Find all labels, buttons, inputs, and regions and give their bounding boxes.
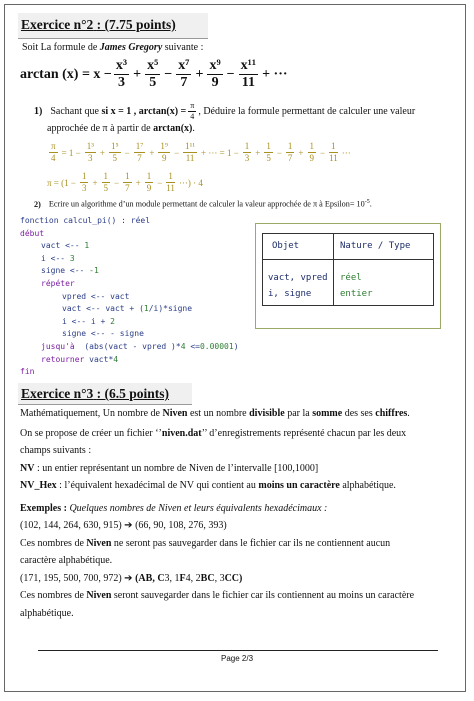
exercise3-paragraph1: Mathématiquement, Un nombre de Niven est un nombre divisible par la somme des ses chiffres. (20, 408, 410, 419)
table-header-objet: Objet (272, 241, 300, 251)
objects-table (255, 223, 441, 329)
gregory-formula: arctan (x) = x − $\frac{\text{x³}}{3}$ + $\frac{\text{x⁵}}{5}$ − $\frac{\text{x⁷}}{7}$ + $\frac{\text{x⁹}}{9}$ − $\frac{\text{x¹¹}}{11}$ + ··· (20, 58, 288, 90)
exercise3-paragraph2-cont: champs suivants : (20, 445, 92, 456)
example1-note: Ces nombres de Niven ne seront pas sauvegarder dans le fichier car ils ne contiennent aucun (20, 538, 391, 549)
arrow-icon: ➔ (124, 520, 133, 531)
operator: − (114, 177, 120, 188)
table-cell-objet: vact, vpred (268, 273, 328, 283)
fraction-term: $\frac{\text{1⁷}}{7}$ (135, 141, 144, 163)
operator: − (164, 66, 173, 82)
operator: + (195, 66, 204, 82)
operator: + (99, 147, 105, 158)
code-line: vact <-- vact + (1/i)*signe (62, 304, 193, 314)
code-line: répéter (41, 278, 75, 288)
field-nv: NV : un entier représentant un nombre de Niven de l’intervalle [100,1000] (20, 463, 319, 474)
operator: − (320, 147, 326, 158)
fraction-term: $\frac{\text{x⁵}}{5}$ (147, 58, 159, 90)
exercise3-title: Exercice n°3 : (6.5 points) (21, 386, 170, 401)
table-cell-type: réel (340, 273, 362, 283)
operator: + ··· = 1 − (201, 147, 239, 158)
operator: − (226, 66, 235, 82)
operator: + (149, 147, 155, 158)
question1-line2: approchée de π à partir de arctan(x). (47, 123, 195, 134)
code-line: fonction calcul_pi() : réel (20, 216, 151, 225)
fraction-term: $\frac{\text{x⁷}}{7}$ (178, 58, 190, 90)
field-nv-hex: NV_Hex : l’équivalent hexadécimal de NV qui contient au moins un caractère alphabétique. (20, 480, 396, 491)
fraction-term: $\frac{\text{x¹¹}}{11}$ (240, 58, 257, 90)
operator: ··· (341, 147, 351, 158)
code-line: début (20, 228, 45, 238)
table-cell-objet: i, signe (268, 289, 312, 299)
fraction-term: $\frac{1}{5}$ (266, 141, 271, 163)
fraction-term: $\frac{\text{1⁵}}{5}$ (110, 141, 119, 163)
pi-product-equation: π = (1 − $\frac{1}{3}$ + $\frac{1}{5}$ − $\frac{1}{7}$ + $\frac{1}{9}$ − $\frac{1}{11}$ ···) · 4 (47, 171, 203, 193)
operator: + (135, 177, 141, 188)
code-line: vact <-- 1 (41, 241, 90, 251)
fraction-term: $\frac{1}{9}$ (146, 171, 152, 193)
fraction-term: $\frac{1}{11}$ (329, 141, 338, 163)
code-line: signe <-- - signe (62, 329, 144, 339)
fraction-term: $\frac{\text{x³}}{3}$ (115, 58, 128, 90)
example1-values: (102, 144, 264, 630, 915) ➔ (66, 90, 108, 276, 393) (20, 520, 227, 531)
table-header-type: Nature / Type (340, 241, 411, 251)
table-cell-type: entier (340, 289, 373, 299)
fraction-term: $\frac{1}{3}$ (81, 171, 87, 193)
operator: − (124, 147, 130, 158)
exercise2-title: Exercice n°2 : (7.75 points) (21, 17, 176, 32)
page-number: Page 2/3 (220, 654, 254, 663)
examples-heading: Exemples : Quelques nombres de Niven et leurs équivalents hexadécimaux : (20, 503, 328, 514)
code-line: jusqu'à (abs(vact - vpred )*4 <=0.00001) (41, 341, 239, 351)
example2-values: (171, 195, 500, 700, 972) ➔ (AB, C3, 1F4, 2BC, 3CC) (20, 573, 243, 584)
operator: + (255, 147, 261, 158)
code-line: i <-- 3 (41, 253, 75, 263)
operator: ···) · 4 (178, 177, 203, 188)
operator: + (133, 66, 142, 82)
fraction-term: $\frac{\text{x⁹}}{9}$ (209, 58, 221, 90)
code-line: vpred <-- vact (62, 291, 130, 301)
example2-note: Ces nombres de Niven seront sauvegarder dans le fichier car ils contiennent au moins un caractère (20, 590, 415, 601)
footer-rule (38, 650, 438, 651)
fraction-term: $\frac{1}{11}$ (166, 171, 175, 193)
operator: + (298, 147, 304, 158)
fraction-term: $\frac{1}{7}$ (287, 141, 293, 163)
exercise2-intro: Soit La formule de James Gregory suivante : (22, 42, 204, 53)
fraction-term: $\frac{1}{9}$ (309, 141, 314, 163)
fraction-term: $\frac{1}{7}$ (125, 171, 130, 193)
code-line: fin (20, 367, 35, 377)
exercise3-paragraph2: On se propose de créer un fichier ‘’niven.dat’’ d’enregistrements représenté chacun par les deux (20, 428, 407, 439)
fraction-term: $\frac{\text{1³}}{3}$ (86, 141, 94, 163)
code-line: retourner vact*4 (41, 354, 119, 364)
fraction-term: $\frac{1}{3}$ (244, 141, 250, 163)
code-line: signe <-- -1 (41, 266, 99, 276)
example1-note-cont: caractère alphabétique. (20, 555, 113, 566)
algorithm-code (20, 215, 239, 379)
pi-series-equation: $\frac{\pi}{4}$ = 1 − $\frac{\text{1³}}{3}$ + $\frac{\text{1⁵}}{5}$ − $\frac{\text{1⁷}}{7}$ + $\frac{\text{1⁹}}{9}$ − $\frac{\text{1¹¹}}{11}$ + ··· = 1 − $\frac{1}{3}$ + $\frac{1}{5}$ − $\frac{1}{7}$ + $\frac{1}{9}$ − $\frac{1}{11}$ ··· (51, 141, 351, 163)
operator: − (174, 147, 180, 158)
fraction-term: $\frac{\text{1⁹}}{9}$ (160, 141, 169, 163)
question2: 2) Ecrire un algorithme d’un module permettant de calculer la valeur approchée de π à Epsilon= $10^{-5}$. (34, 199, 372, 209)
operator: + ··· (262, 66, 288, 82)
operator: − (276, 147, 282, 158)
example2-note-cont: alphabétique. (20, 608, 74, 619)
code-line: i <-- i + 2 (62, 316, 115, 326)
fraction-term: $\frac{1}{5}$ (103, 171, 109, 193)
fraction-term: $\frac{\text{1¹¹}}{11}$ (185, 141, 196, 163)
operator: − (157, 177, 163, 188)
question1-line1: 1) Sachant que si x = 1 , arctan(x) = $\frac{\pi}{4}$ , Déduire la formule permettant de calculer une valeur (34, 101, 416, 121)
arrow-icon: ➔ (124, 573, 133, 584)
operator: + (92, 177, 98, 188)
